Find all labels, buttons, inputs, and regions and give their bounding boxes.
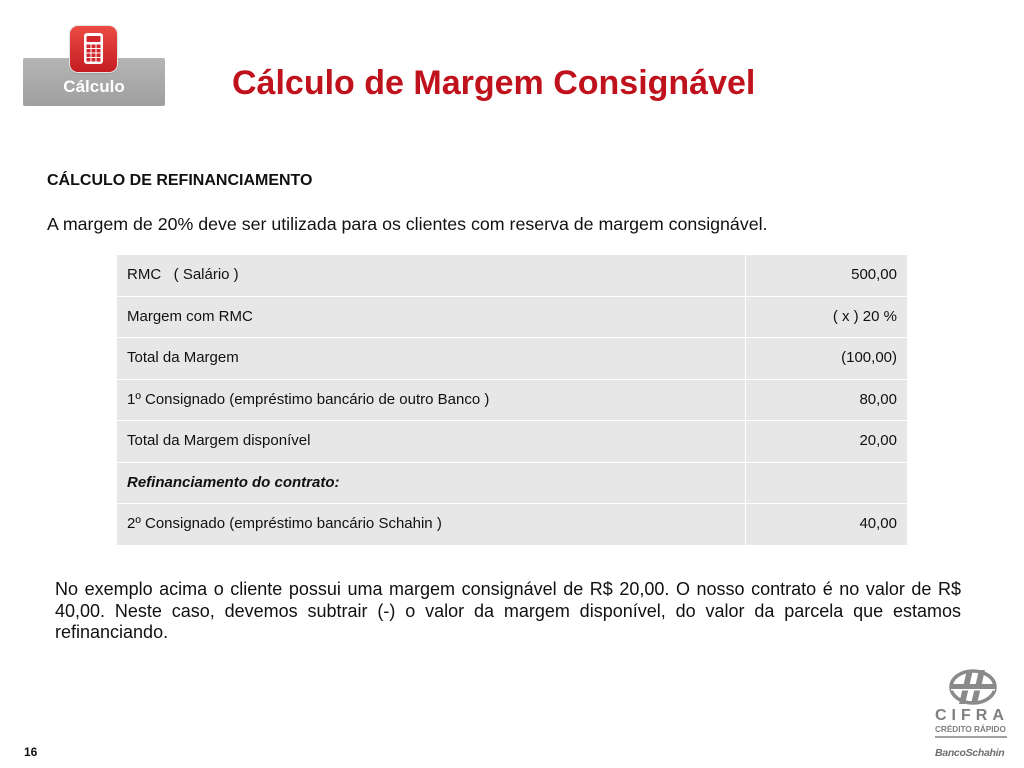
table-row-value: ( x ) 20 %: [746, 297, 907, 338]
table-row-label: Total da Margem: [117, 338, 745, 379]
table-row-label: 1º Consignado (empréstimo bancário de outro Banco ): [117, 380, 745, 421]
table-row-label: 2º Consignado (empréstimo bancário Schahin ): [117, 504, 745, 545]
cifra-emblem-icon: [948, 668, 998, 706]
logo-group-name: BancoSchahin: [935, 747, 1005, 759]
table-row-value: 80,00: [746, 380, 907, 421]
page-number: 16: [24, 745, 38, 759]
explanation-paragraph: No exemplo acima o cliente possui uma margem consignável de R$ 20,00. O nosso contrato é no valor de R$ 40,00. Neste caso, devemos subtrair (-) o valor da margem disponível, do valor da parcela que estamos refinanciando.: [55, 579, 961, 643]
slide-title: Cálculo de Margem Consignável: [232, 64, 756, 102]
table-row-label: Total da Margem disponível: [117, 421, 745, 462]
section-badge-label: Cálculo: [63, 77, 125, 96]
table-row-value: (100,00): [746, 338, 907, 379]
calculator-icon: [70, 26, 117, 72]
section-intro: A margem de 20% deve ser utilizada para os clientes com reserva de margem consignável.: [47, 214, 768, 234]
logo-name: CIFRA: [935, 707, 1009, 724]
table-row-value: 40,00: [746, 504, 907, 545]
table-row-label-emphasis: Refinanciamento do contrato:: [117, 463, 745, 504]
logo-subline: [935, 736, 1007, 738]
calculation-table: [117, 255, 907, 545]
table-row-value: 20,00: [746, 421, 907, 462]
table-row-value: 500,00: [746, 255, 907, 296]
company-logo: [933, 664, 1011, 762]
logo-tagline: CRÉDITO RÁPIDO: [935, 725, 1006, 734]
table-row-label: RMC ( Salário ): [117, 255, 745, 296]
table-row-label: Margem com RMC: [117, 297, 745, 338]
section-heading: CÁLCULO DE REFINANCIAMENTO: [47, 172, 313, 189]
table-row-value: [746, 463, 907, 504]
